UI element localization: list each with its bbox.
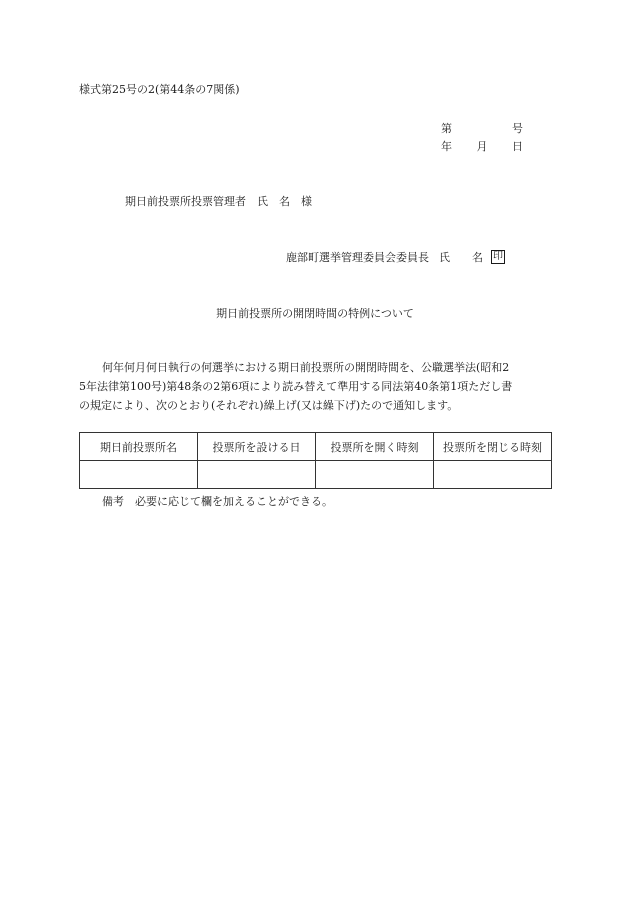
table-row (80, 461, 552, 489)
header-open-time: 投票所を開く時刻 (316, 433, 434, 461)
seal-mark: 印 (493, 251, 503, 262)
sender-line (286, 249, 505, 265)
polling-hours-table (79, 432, 552, 489)
sender-title: 鹿部町選挙管理委員会委員長 (286, 251, 429, 264)
table-cell (80, 461, 198, 489)
form-number: 様式第25号の2(第44条の7関係) (79, 83, 240, 96)
date-year: 年 (441, 140, 452, 153)
body-line: 5年法律第100号)第48条の2第6項により読み替えて準用する同法第40条第1項ただし書 (79, 380, 513, 393)
document-number (441, 120, 523, 136)
body-line: の規定により、次のとおり(それぞれ)繰上げ(又は繰下げ)たので通知します。 (79, 399, 459, 412)
remark-note: 備考 必要に応じて欄を加えることができる。 (102, 495, 333, 508)
header-set-day: 投票所を設ける日 (198, 433, 316, 461)
sender-mei: 名 (472, 251, 483, 264)
date-month: 月 (476, 140, 488, 153)
table-header-row (80, 433, 552, 461)
doc-no-prefix: 第 (441, 122, 452, 135)
sender-shi: 氏 (439, 251, 450, 264)
doc-no-suffix: 号 (512, 122, 523, 135)
table-cell (434, 461, 552, 489)
table-cell (198, 461, 316, 489)
document-title: 期日前投票所の開閉時間の特例について (216, 307, 414, 320)
date-day: 日 (512, 140, 523, 153)
body-line: 何年何月何日執行の何選挙における期日前投票所の開閉時間を、公職選挙法(昭和2 (102, 361, 510, 374)
body-paragraph (79, 358, 552, 415)
document-date (441, 138, 523, 154)
recipient-line: 期日前投票所投票管理者 氏 名 様 (125, 195, 312, 208)
table-cell (316, 461, 434, 489)
header-close-time: 投票所を閉じる時刻 (434, 433, 552, 461)
header-station-name: 期日前投票所名 (80, 433, 198, 461)
